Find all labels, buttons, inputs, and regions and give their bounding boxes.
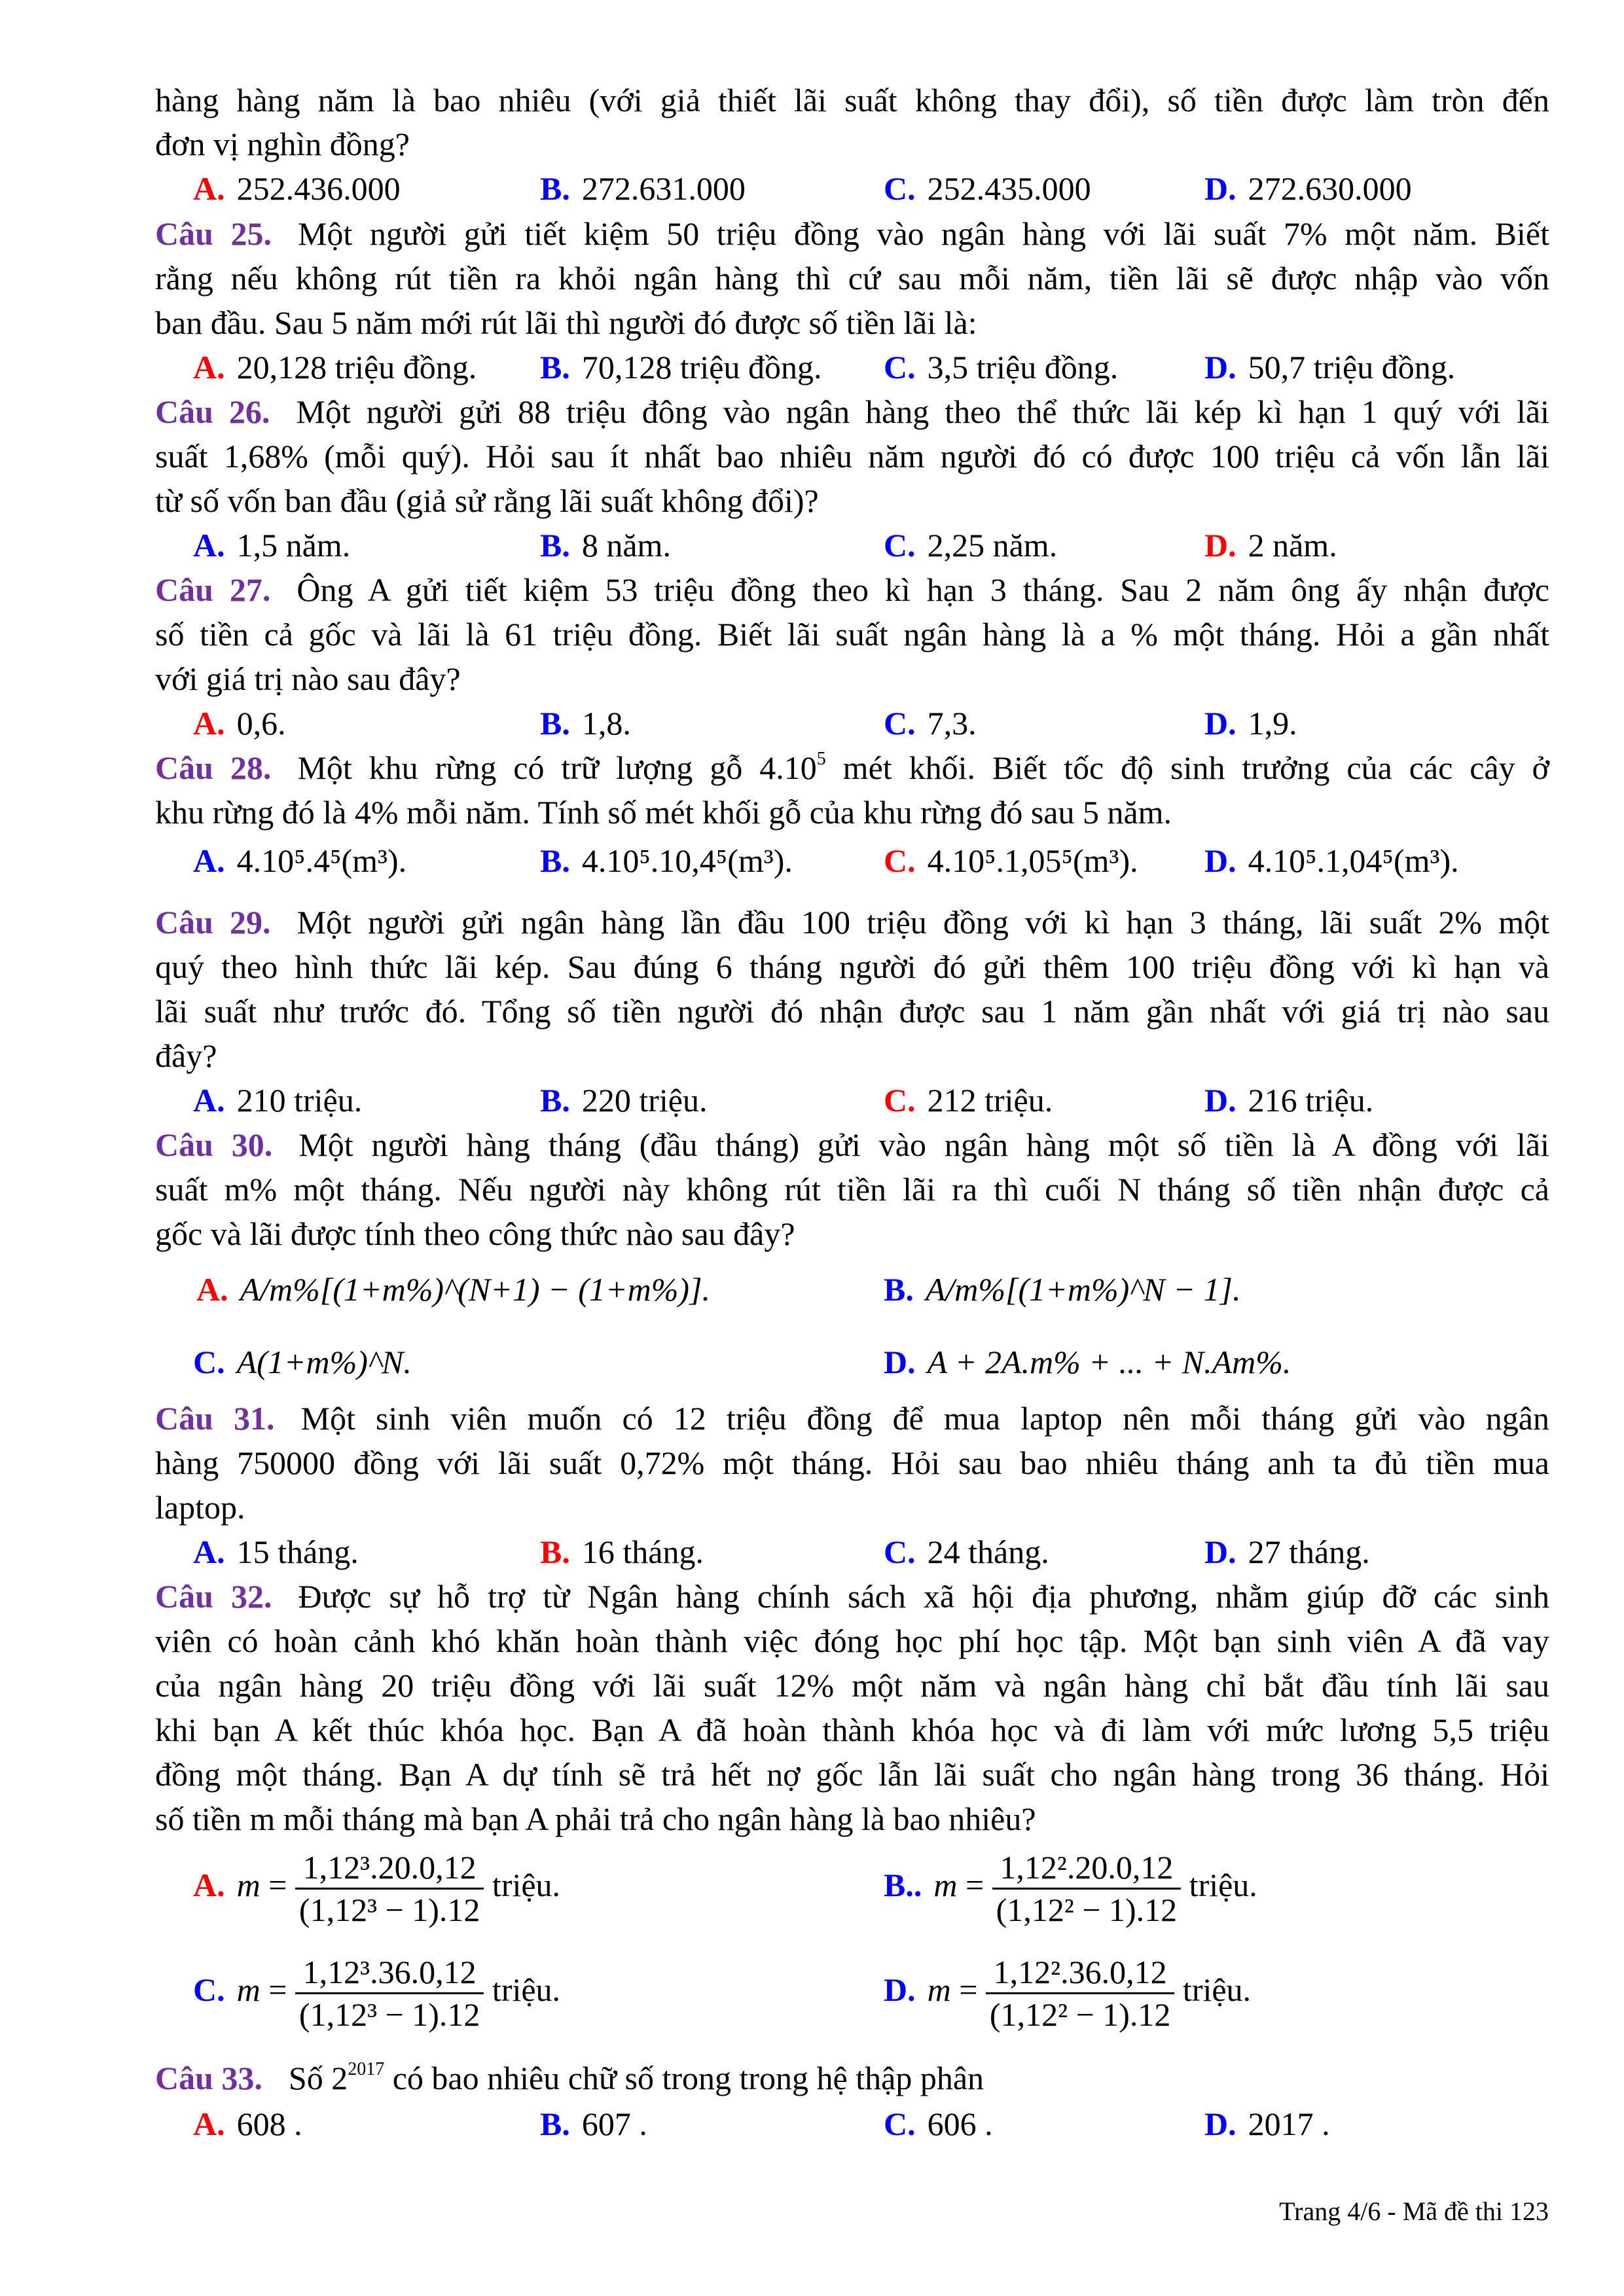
q28-option-c: C. 4.10⁵.1,05⁵(m³). [884,842,1138,879]
q30-option-c: C. A(1+m%)^N. [193,1344,412,1380]
q32-line-4: khi bạn A kết thúc khóa học. Bạn A đã hoàn thành khóa học và đi làm với mức lương 5,5 triệu [155,1712,1549,1748]
q33-line-1: Câu 33. Số $2^{2017}$ có bao nhiêu chữ số trong trong hệ thập phân [155,2059,984,2096]
q32-option-d: D. m = $\frac{\text{1,12².36.0,12}}{\text{(1,12² − 1).12}}$ triệu. [884,1952,1251,2035]
q24-option-b: B. 272.631.000 [540,170,746,207]
q32-option-b: B.. m = $\frac{\text{1,12².20.0,12}}{\text{(1,12² − 1).12}}$ triệu. [884,1847,1257,1930]
q25-line-3: ban đầu. Sau 5 năm mới rút lãi thì người đó được số tiền lãi là: [155,304,977,341]
q27-line-2: số tiền cả gốc và lãi là 61 triệu đồng. Biết lãi suất ngân hàng là a % một tháng. Hỏi a gần nhất [155,616,1549,653]
q29-line-4: đây? [155,1037,217,1074]
q26-line-3: từ số vốn ban đầu (giả sử rằng lãi suất không đổi)? [155,482,819,519]
q30-option-d: D. A + 2A.m% + ... + N.Am%. [884,1344,1291,1380]
q32-line-1: Câu 32. Được sự hỗ trợ từ Ngân hàng chính sách xã hội địa phương, nhằm giúp đỡ các sinh [155,1578,1550,1615]
q33-option-a: A. 608 . [193,2106,302,2142]
q26-option-b: B. 8 năm. [540,527,671,564]
q32-line-6: số tiền m mỗi tháng mà bạn A phải trả cho ngân hàng là bao nhiêu? [155,1801,1036,1837]
q31-option-b: B. 16 tháng. [540,1534,704,1570]
q28-line-1: Câu 28. Một khu rừng có trữ lượng gỗ 4.10$^5$ mét khối. Biết tốc độ sinh trưởng của các cây ở [155,749,1549,786]
q32-c-fraction: $\frac{\text{1,12³.36.0,12}}{\text{(1,12³ − 1).12}}$ [295,1952,484,2035]
q29-line-2: quý theo hình thức lãi kép. Sau đúng 6 tháng người đó gửi thêm 100 triệu đồng với kì hạn và [155,948,1549,985]
q32-option-c: C. m = $\frac{\text{1,12³.36.0,12}}{\text{(1,12³ − 1).12}}$ triệu. [193,1952,560,2035]
q26-option-d: D. 2 năm. [1204,527,1337,564]
q30-option-a: A. A/m%[(1+m%)^(N+1) − (1+m%)]. [196,1271,711,1308]
q29-option-c: C. 212 triệu. [884,1082,1053,1119]
q26-option-c: C. 2,25 năm. [884,527,1058,564]
q31-option-c: C. 24 tháng. [884,1534,1049,1570]
q25-line-1: Câu 25. Một người gửi tiết kiệm 50 triệu đồng vào ngân hàng với lãi suất 7% một năm. Biết [155,215,1549,252]
q31-line-1: Câu 31. Một sinh viên muốn có 12 triệu đồng để mua laptop nên mỗi tháng gửi vào ngân [155,1400,1549,1437]
q32-line-2: viên có hoàn cảnh khó khăn hoàn thành việc đóng học phí học tập. Một bạn sinh viên A đã vay [155,1623,1549,1659]
q28-option-a: A. 4.10⁵.4⁵(m³). [193,842,407,879]
q26-option-a: A. 1,5 năm. [193,527,351,564]
q31-option-a: A. 15 tháng. [193,1534,359,1570]
q31-option-d: D. 27 tháng. [1204,1534,1370,1570]
q25-option-b: B. 70,128 triệu đồng. [540,349,822,386]
q27-option-b: B. 1,8. [540,705,631,742]
q31-line-3: laptop. [155,1489,245,1526]
q30-line-1: Câu 30. Một người hàng tháng (đầu tháng) gửi vào ngân hàng một số tiền là A đồng với lãi [155,1126,1549,1163]
q27-line-3: với giá trị nào sau đây? [155,660,461,697]
q27-option-d: D. 1,9. [1204,705,1297,742]
q24-option-d: D. 272.630.000 [1204,170,1412,207]
page-footer: Trang 4/6 - Mã đề thi 123 [1279,2197,1549,2226]
q27-option-c: C. 7,3. [884,705,977,742]
q26-line-1: Câu 26. Một người gửi 88 triệu đông vào ngân hàng theo thể thức lãi kép kì hạn 1 quý với lãi [155,393,1549,430]
q28-option-d: D. 4.10⁵.1,04⁵(m³). [1204,842,1459,879]
q25-option-d: D. 50,7 triệu đồng. [1204,349,1456,386]
q28-option-b: B. 4.10⁵.10,4⁵(m³). [540,842,793,879]
q31-line-2: hàng 750000 đồng với lãi suất 0,72% một tháng. Hỏi sau bao nhiêu tháng anh ta đủ tiền mua [155,1444,1549,1481]
q33-option-d: D. 2017 . [1204,2106,1330,2142]
q29-option-b: B. 220 triệu. [540,1082,708,1119]
q32-d-fraction: $\frac{\text{1,12².36.0,12}}{\text{(1,12² − 1).12}}$ [986,1952,1175,2035]
q27-line-1: Câu 27. Ông A gửi tiết kiệm 53 triệu đồng theo kì hạn 3 tháng. Sau 2 năm ông ấy nhận được [155,571,1549,608]
q25-line-2: rằng nếu không rút tiền ra khỏi ngân hàng thì cứ sau mỗi năm, tiền lãi sẽ được nhập vào vốn [155,260,1549,296]
q24-option-a: A. 252.436.000 [193,170,401,207]
q32-b-fraction: $\frac{\text{1,12².20.0,12}}{\text{(1,12² − 1).12}}$ [992,1847,1182,1930]
q29-line-3: lãi suất như trước đó. Tổng số tiền người đó nhận được sau 1 năm gần nhất với giá trị nào sau [155,993,1549,1030]
q32-option-a: A. m = $\frac{\text{1,12³.20.0,12}}{\text{(1,12³ − 1).12}}$ triệu. [193,1847,560,1930]
intro-line-1: hàng hàng năm là bao nhiêu (với giả thiết lãi suất không thay đổi), số tiền được làm tròn đến [155,82,1549,118]
q27-option-a: A. 0,6. [193,705,286,742]
q32-line-5: đồng một tháng. Bạn A dự tính sẽ trả hết nợ gốc lẫn lãi suất cho ngân hàng trong 36 tháng. Hỏi [155,1756,1549,1793]
q32-line-3: của ngân hàng 20 triệu đồng với lãi suất 12% một năm và ngân hàng chỉ bắt đầu tính lãi sau [155,1667,1549,1704]
q26-line-2: suất 1,68% (mỗi quý). Hỏi sau ít nhất bao nhiêu năm người đó có được 100 triệu cả vốn lẫn lãi [155,438,1549,475]
q30-option-b: B. A/m%[(1+m%)^N − 1]. [884,1271,1241,1308]
q30-line-3: gốc và lãi được tính theo công thức nào sau đây? [155,1215,795,1252]
q25-option-c: C. 3,5 triệu đồng. [884,349,1119,386]
q24-option-c: C. 252.435.000 [884,170,1091,207]
q25-option-a: A. 20,128 triệu đồng. [193,349,477,386]
q29-line-1: Câu 29. Một người gửi ngân hàng lần đầu 100 triệu đồng với kì hạn 3 tháng, lãi suất 2% một [155,904,1550,941]
q32-a-fraction: $\frac{\text{1,12³.20.0,12}}{\text{(1,12³ − 1).12}}$ [295,1847,484,1930]
q33-option-b: B. 607 . [540,2106,647,2142]
q33-option-c: C. 606 . [884,2106,993,2142]
q30-line-2: suất m% một tháng. Nếu người này không rút tiền lãi ra thì cuối N tháng số tiền nhận được cả [155,1171,1549,1208]
q28-line-2: khu rừng đó là 4% mỗi năm. Tính số mét khối gỗ của khu rừng đó sau 5 năm. [155,794,1172,831]
intro-line-2: đơn vị nghìn đồng? [155,126,410,162]
q29-option-a: A. 210 triệu. [193,1082,363,1119]
q29-option-d: D. 216 triệu. [1204,1082,1374,1119]
